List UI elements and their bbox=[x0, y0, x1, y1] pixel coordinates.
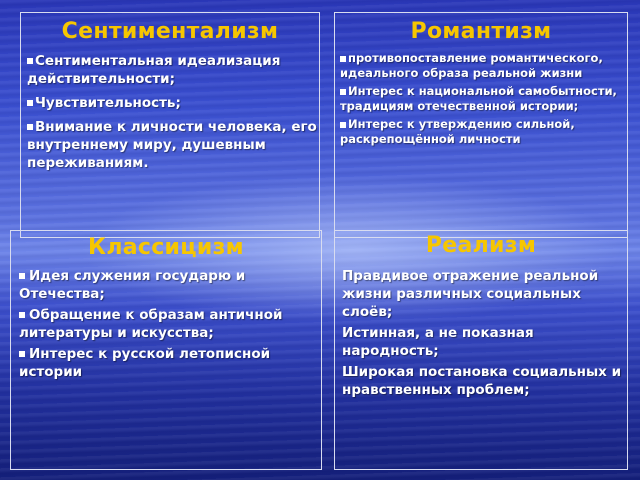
classicism-item: Идея служения государю и Отечества; bbox=[19, 267, 321, 303]
sentimentalism-panel bbox=[20, 12, 320, 238]
classicism-title: Классицизм bbox=[88, 235, 244, 260]
romanticism-item: Интерес к национальной самобытности, традициям отечественной истории; bbox=[340, 84, 624, 114]
realism-item: Правдивое отражение реальной жизни различных социальных слоёв; bbox=[342, 268, 599, 320]
romanticism-item: Интерес к утверждению сильной, раскрепощённой личности bbox=[340, 117, 624, 147]
classicism-item: Обращение к образам античной литературы и искусства; bbox=[19, 306, 321, 342]
classicism-item: Интерес к русской летописной истории bbox=[19, 345, 321, 381]
realism-title: Реализм bbox=[425, 233, 537, 258]
romanticism-panel bbox=[334, 12, 628, 238]
romanticism-list bbox=[340, 51, 624, 150]
realism-list bbox=[342, 267, 624, 402]
sentimentalism-list bbox=[27, 52, 317, 178]
romanticism-title: Романтизм bbox=[410, 19, 552, 44]
romanticism-item: противопоставление романтического, идеального образа реальной жизни bbox=[340, 51, 624, 81]
realism-item: Истинная, а не показная народность; bbox=[342, 325, 534, 359]
realism-item: Широкая постановка социальных и нравственных проблем; bbox=[342, 364, 622, 398]
sentimentalism-item: Внимание к личности человека, его внутреннему миру, душевным переживаниям. bbox=[27, 119, 317, 171]
realism-panel bbox=[334, 230, 628, 470]
sentimentalism-item: Чувствительность; bbox=[27, 94, 317, 112]
sentimentalism-title: Сентиментализм bbox=[61, 19, 279, 44]
sentimentalism-item: Сентиментальная идеализация действительности; bbox=[27, 52, 317, 88]
classicism-panel bbox=[10, 230, 322, 470]
classicism-list bbox=[19, 267, 321, 384]
